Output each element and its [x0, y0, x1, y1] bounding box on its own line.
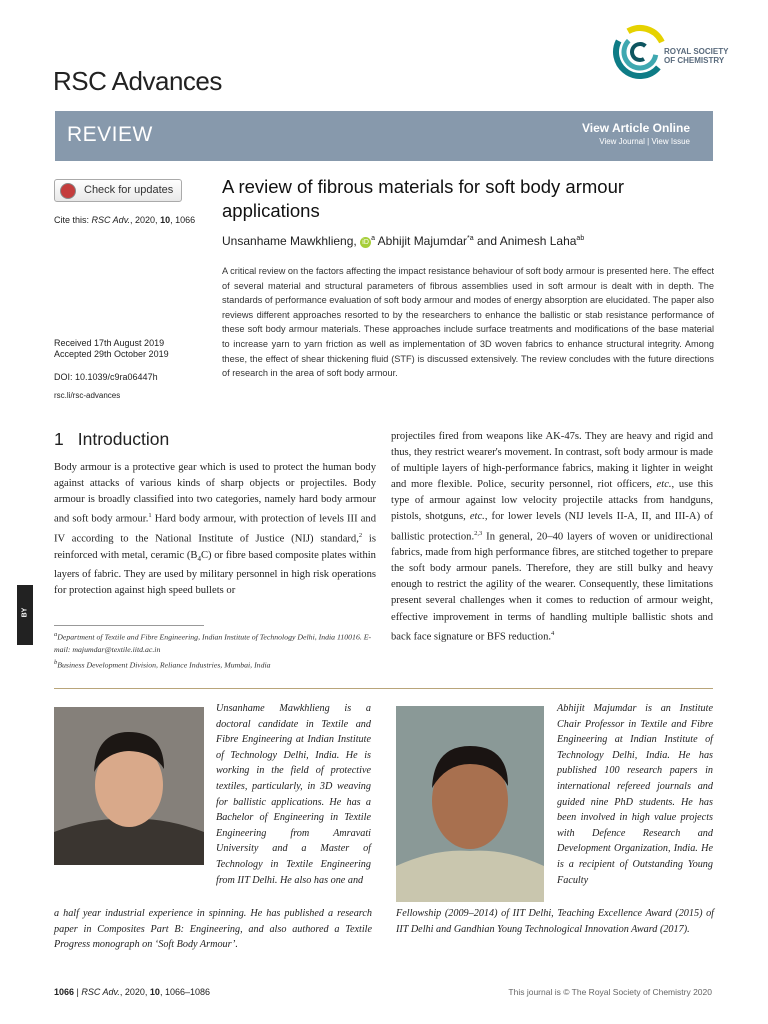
intro-text: , for lower levels (NIJ levels II-A, II, and III-A) of ballistic protection. [391, 511, 713, 543]
cite-page: , 1066 [170, 215, 196, 225]
copyright: This journal is © The Royal Society of Chemistry 2020 [508, 987, 712, 997]
cite-prefix: Cite this: [54, 215, 92, 225]
article-title: A review of fibrous materials for soft body armour applications [222, 176, 625, 221]
journal-name: RSC Advances [53, 66, 222, 96]
intro-text: projectiles fired from weapons like AK-47s. They are heavy and rigid and thus, they restrict wearer's movement. In contrast, soft body armour is made of multiple layers of high-performance fabrics, making it lighter in weight and more flexible. Police, security personnel, riot officers, [391, 431, 713, 491]
rsc-logo-text [664, 47, 728, 65]
ref-link[interactable]: 2 [358, 531, 363, 539]
section-banner [55, 111, 713, 161]
section-label: REVIEW [67, 123, 153, 146]
footnote-text: Department of Textile and Fibre Engineering, Indian Institute of Technology Delhi, India 110016. E-mail: majumdar@textile.iitd.ac.in [54, 632, 372, 655]
view-article-online-link[interactable]: View Article Online [581, 121, 690, 135]
footer-sep: | [74, 987, 82, 997]
intro-text: etc. [469, 511, 485, 523]
author-3-affil: ab [576, 235, 585, 242]
author-2-affil: *a [467, 235, 474, 242]
cite-journal: RSC Adv. [91, 215, 131, 225]
section-title: Introduction [77, 429, 170, 449]
logo-line-1: ROYAL SOCIETY [664, 47, 729, 56]
page-footer-citation [54, 987, 210, 997]
cite-volume: 10 [160, 215, 171, 225]
section-heading [54, 429, 169, 450]
author-1-affil: a [371, 235, 375, 242]
subscript: 4 [197, 554, 201, 563]
view-links-sep: | [647, 137, 652, 146]
footer-pages: , 1066–1086 [159, 987, 210, 997]
citation [54, 215, 195, 225]
orcid-icon[interactable]: iD [360, 237, 371, 248]
dates [54, 338, 169, 360]
intro-text: Hard body armour, with protection of levels III and IV according to the National Institute of Justice (NIJ) standard, [54, 513, 376, 545]
intro-text: C) or fibre based composite plates within layers of fabric. They are used by military personnel in high risk operations for protection against high speed bullets or [54, 549, 376, 596]
footer-year: , 2020, [119, 987, 150, 997]
view-links [599, 137, 690, 146]
footnote-mark: b [54, 658, 58, 666]
journal-link[interactable]: rsc.li/rsc-advances [54, 391, 121, 400]
author-3[interactable]: and Animesh Laha [473, 234, 577, 248]
bio-majumdar-continued: Fellowship (2009–2014) of IIT Delhi, Teaching Excellence Award (2015) of IIT Delhi and Gandhian Young Technological Innovation Award (2017). [396, 908, 714, 935]
author-photo-majumdar [396, 706, 544, 902]
intro-text: , use this type of armour against low velocity projectile attacks from handguns, pistols, shotguns, [391, 479, 713, 523]
footnote-mark: a [54, 631, 58, 638]
check-updates-label: Check for updates [84, 184, 174, 196]
bio-mawkhlieng-continued: a half year industrial experience in spinning. He has published a research paper in Composites Part B: Engineering, and also authored a Textile Progress monograph on ‘Soft Body Armour’. [54, 908, 372, 951]
bio-majumdar: Abhijit Majumdar is an Institute Chair Professor in Textile and Fibre Engineering at Indian Institute of Technology Delhi, India. He has published 100 research papers in international refereed journals and guided nine PhD students. He has been involved in high value projects with Defence Research and Development Organization, India. He is a recipient of Outstanding Young Faculty [557, 703, 713, 886]
footnotes [54, 629, 376, 672]
section-number: 1 [54, 429, 64, 449]
footer-volume: 10 [149, 987, 160, 997]
bio-mawkhlieng: Unsanhame Mawkhlieng is a doctoral candidate in Textile and Fibre Engineering at Indian Institute of Technology Delhi, India. He is working in the field of protective textiles, particularly, in 3D weaving for ballistic applications. He has a Bachelor of Engineering in Textile Engineering from Amravati University and a Master of Technology in Textile Engineering from IIT Delhi. He also has one and [216, 703, 371, 886]
view-journal-link[interactable]: View Journal [599, 137, 645, 146]
ref-link[interactable]: 1 [148, 512, 152, 520]
ref-link[interactable]: 4 [551, 629, 555, 637]
intro-text: In general, 20–40 layers of woven or unidirectional fabrics, made from high performance fibres, are stitched together to prepare the soft body armour panels. Therefore, they are still bulky and heavy enough to restrict the agility of the wearer. Consequently, these limitations present several challenges when it comes to reduction of armour weight, effective improvement in terms of handling multiple ballistic shots and back face signature or BFS reduction. [391, 531, 713, 643]
author-2[interactable]: Abhijit Majumdar [375, 234, 468, 248]
intro-column-2 [391, 429, 713, 645]
footnote-a [54, 629, 376, 657]
view-issue-link[interactable]: View Issue [651, 137, 690, 146]
bio-separator [54, 688, 713, 689]
logo-line-2: OF CHEMISTRY [664, 56, 725, 65]
accepted-date: Accepted 29th October 2019 [54, 349, 169, 359]
cc-label: BY [21, 607, 29, 618]
page-number: 1066 [54, 987, 75, 997]
doi[interactable]: DOI: 10.1039/c9ra06447h [54, 372, 158, 382]
cc-by-license-icon[interactable] [17, 585, 33, 645]
authors [222, 234, 584, 248]
crossmark-icon [60, 183, 76, 199]
footnote-b [54, 657, 376, 672]
received-date: Received 17th August 2019 [54, 338, 165, 348]
intro-text: is reinforced with metal, ceramic (B [54, 533, 376, 561]
footer-journal: RSC Adv. [81, 987, 120, 997]
footnote-rule [54, 625, 204, 626]
abstract: A critical review on the factors affecting the impact resistance behaviour of soft body armour is presented here. The effect of several material and structural parameters of fibrous assemblies used in soft armour is dealt with in depth. The standards of performance evaluation of soft body armour and modes of energy absorption are elucidated. The paper also reviews different approaches resorted to by the researchers to enhance the ballistic or stab resistance performance of these soft body armour materials. These approaches include surface treatments and modifications of the base material to increase yarn to yarn friction as well as implementation of 3D woven fabrics to enhance structural integrity. Among these, the effect of shear thickening fluid (STF) is discussed extensively. The review concludes with the future directions of research in the area of soft body armour. [222, 266, 714, 379]
author-1[interactable]: Unsanhame Mawkhlieng, [222, 234, 357, 248]
cite-year: , 2020, [130, 215, 161, 225]
footnote-text: Business Development Division, Reliance Industries, Mumbai, India [57, 660, 271, 670]
ref-link[interactable]: 2,3 [474, 529, 483, 537]
intro-text: Body armour is a protective gear which is used to protect the human body against attacks of various kinds of sharp objects or projectiles. Body armour is broadly classified into two categories, namely hard body armour and soft body armour. [54, 462, 376, 525]
author-photo-mawkhlieng [54, 707, 204, 865]
check-for-updates-button[interactable] [54, 179, 182, 202]
intro-text: etc. [656, 479, 672, 491]
intro-column-1 [54, 460, 376, 599]
